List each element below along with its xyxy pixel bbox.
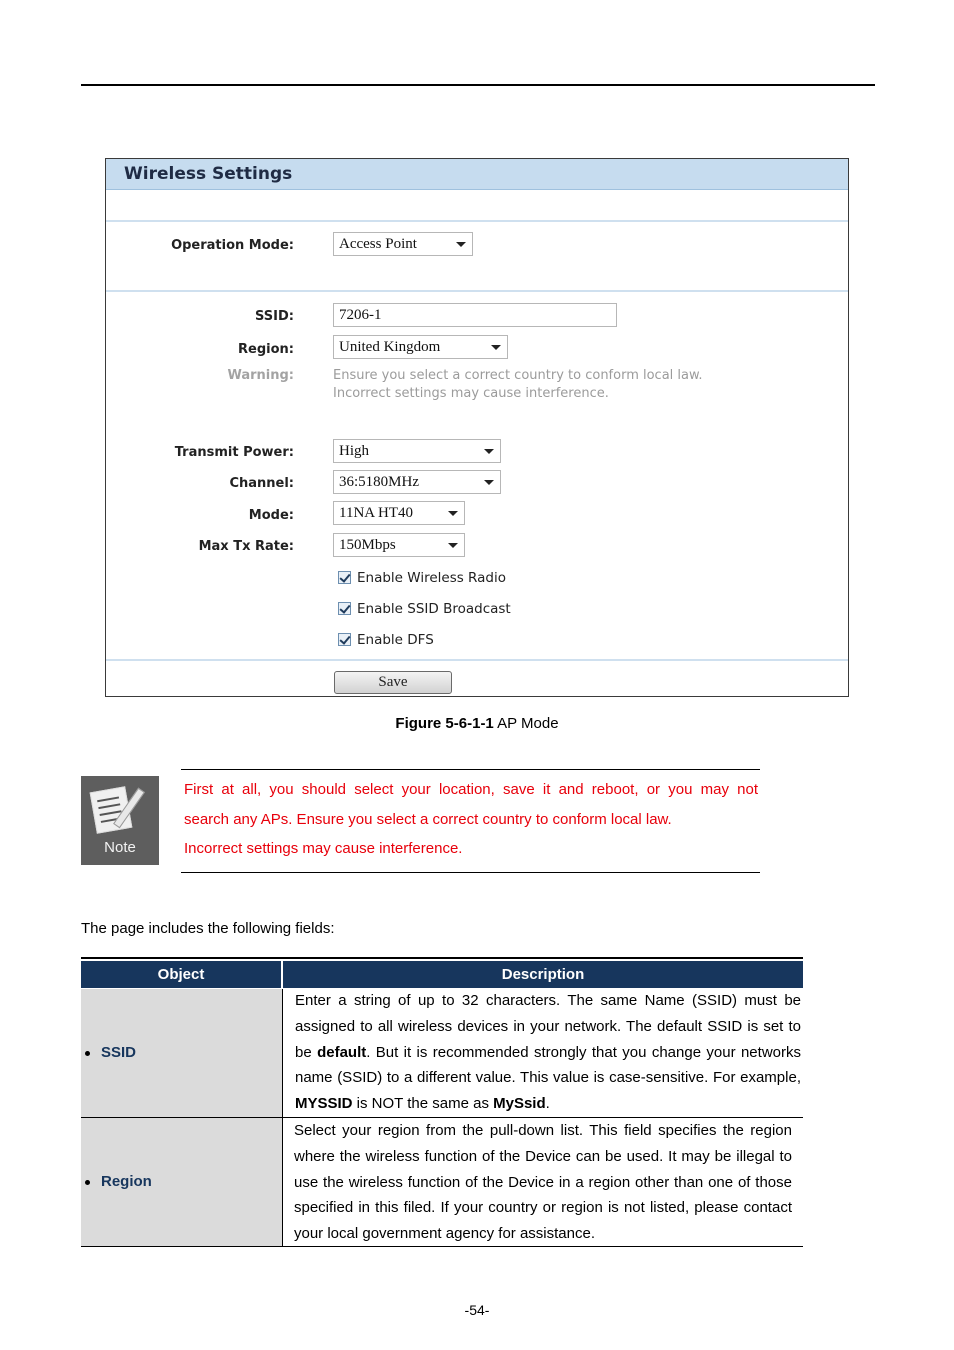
channel-value: 36:5180MHz	[339, 474, 419, 490]
figure-number: Figure 5-6-1-1	[395, 715, 494, 732]
warning-line-1: Ensure you select a correct country to conform local law.	[333, 368, 703, 383]
table-bottom-rule	[81, 1246, 803, 1247]
ssid-label: SSID:	[255, 309, 294, 324]
chevron-down-icon	[484, 480, 494, 485]
chevron-down-icon	[448, 511, 458, 516]
bullet-icon	[85, 1051, 90, 1056]
header-description: Description	[283, 961, 803, 988]
region-value: United Kingdom	[339, 339, 441, 355]
region-select[interactable]	[333, 335, 508, 359]
checkbox-label: Enable DFS	[357, 632, 434, 648]
object-region: Region	[101, 1173, 152, 1190]
description-ssid: Enter a string of up to 32 characters. The same Name (SSID) must be assigned to all wireless devices in your network. The default SSID is set to be default. But it is recommended strongly that you change your networks name (SSID) to a different value. This value is case-sensitive. For example, MYSSID is NOT the same as MySsid.	[295, 992, 801, 1113]
mode-value: 11NA HT40	[339, 505, 414, 521]
region-label: Region:	[238, 342, 294, 357]
note-bottom-rule	[181, 872, 760, 873]
transmit-power-value: High	[339, 443, 369, 459]
column-divider	[282, 989, 283, 1247]
mode-select[interactable]	[333, 501, 465, 525]
figure-title: AP Mode	[493, 715, 559, 732]
panel-header	[106, 159, 848, 190]
max-tx-rate-value: 150Mbps	[339, 537, 396, 553]
warning-label: Warning:	[227, 368, 294, 383]
object-ssid: SSID	[101, 1044, 137, 1061]
max-tx-rate-label: Max Tx Rate:	[198, 539, 294, 554]
separator	[106, 659, 848, 661]
max-tx-rate-select[interactable]	[333, 533, 465, 557]
chevron-down-icon	[456, 242, 466, 247]
note-line-2: search any APs. Ensure you select a correct country to conform local law.	[184, 811, 672, 828]
separator	[106, 220, 848, 222]
chevron-down-icon	[491, 345, 501, 350]
note-top-rule	[181, 769, 760, 770]
operation-mode-select[interactable]	[333, 232, 473, 256]
intro-text: The page includes the following fields:	[81, 920, 335, 937]
operation-mode-label: Operation Mode:	[171, 238, 294, 253]
table-row-ssid-object	[81, 989, 282, 1117]
checkbox-checked-icon[interactable]	[338, 633, 351, 646]
operation-mode-value: Access Point	[339, 236, 417, 252]
channel-label: Channel:	[229, 476, 294, 491]
mode-label: Mode:	[248, 508, 294, 523]
channel-select[interactable]	[333, 470, 501, 494]
chevron-down-icon	[484, 449, 494, 454]
checkbox-checked-icon[interactable]	[338, 602, 351, 615]
ssid-input[interactable]	[333, 303, 617, 327]
table-row-region-object	[81, 1118, 282, 1246]
note-icon	[81, 776, 159, 865]
panel-title: Wireless Settings	[124, 164, 293, 184]
note-line-3: Incorrect settings may cause interference.	[184, 840, 463, 857]
header-rule	[81, 84, 875, 86]
checkbox-label: Enable Wireless Radio	[357, 570, 506, 586]
page-number: -54-	[464, 1302, 490, 1318]
checkbox-checked-icon[interactable]	[338, 571, 351, 584]
transmit-power-label: Transmit Power:	[174, 445, 294, 460]
chevron-down-icon	[448, 543, 458, 548]
ssid-value: 7206-1	[339, 307, 382, 323]
note-icon-label: Note	[104, 839, 136, 856]
transmit-power-select[interactable]	[333, 439, 501, 463]
wireless-settings-panel	[105, 158, 849, 697]
table-top-rule	[81, 957, 803, 959]
note-line-1: First at all, you should select your location, save it and reboot, or you may not	[184, 781, 758, 798]
warning-line-2: Incorrect settings may cause interference.	[333, 386, 609, 401]
bullet-icon	[85, 1180, 90, 1185]
separator	[106, 290, 848, 292]
figure-caption	[0, 715, 954, 732]
checkbox-label: Enable SSID Broadcast	[357, 601, 511, 617]
header-object: Object	[81, 961, 281, 988]
save-button[interactable]: Save	[334, 671, 452, 694]
description-region: Select your region from the pull-down list. This field specifies the region where the wireless function of the Device can be used. It may be illegal to use the wireless function of the Device in a region other than one of those specified in this filed. If your country or region is not listed, please contact your local government agency for assistance.	[294, 1122, 792, 1243]
